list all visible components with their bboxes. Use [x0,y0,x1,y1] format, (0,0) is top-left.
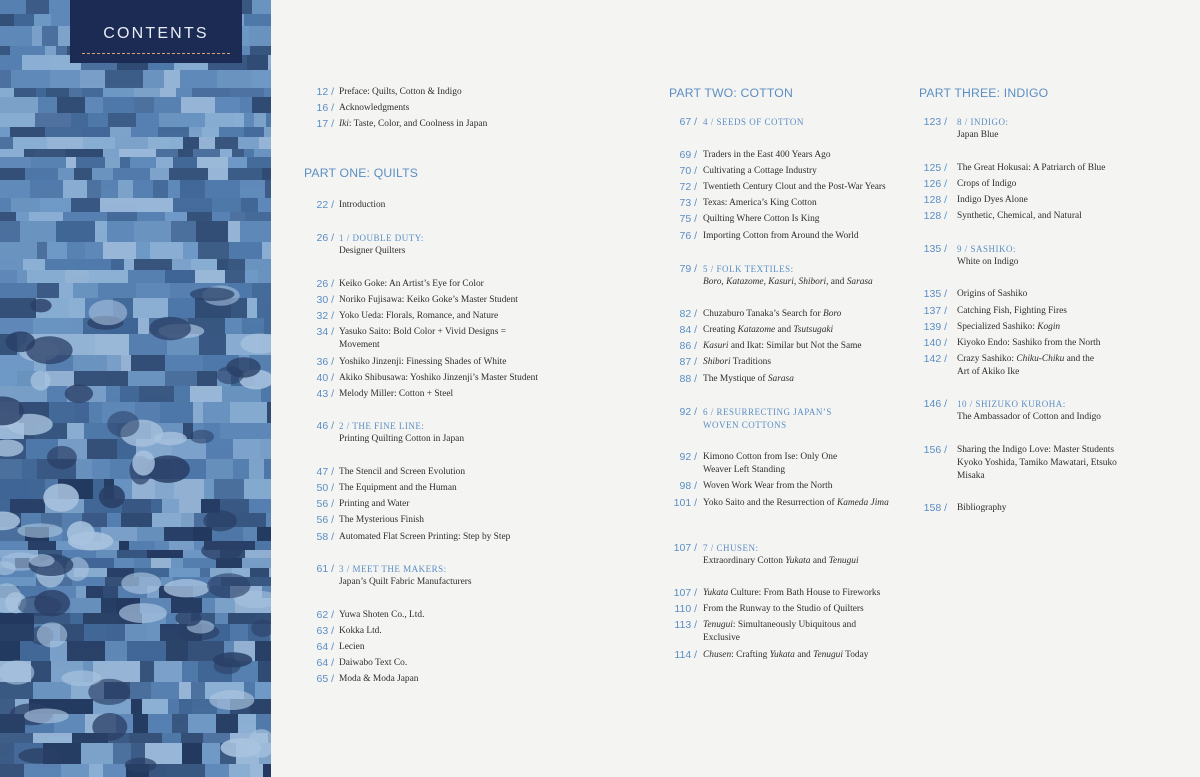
page-number: 139 / [923,321,947,333]
toc-entry [304,466,465,479]
page-number: 101 / [673,497,697,509]
chapter-title [339,420,464,446]
toc-entry [669,451,837,477]
toc-chapter-entry [919,116,1009,142]
entry-title: Origins of Sashiko [957,289,1028,299]
page-number: 22 / [316,199,334,211]
entry-title: The Great Hokusai: A Patriarch of Blue [957,163,1106,173]
entry-title: Chuzaburo Tanaka’s Search for Boro [703,309,842,319]
toc-entry [669,340,862,353]
entry-title: Bibliography [957,503,1007,513]
toc-chapter-entry [304,420,464,446]
toc-entry [669,373,794,386]
toc-entry [304,514,424,527]
entry-title: Kasuri and Ikat: Similar but Not the Same [703,341,862,351]
toc-chapter-entry [304,232,424,258]
page-number: 158 / [923,502,947,514]
toc-entry [304,326,506,352]
entry-title: Traders in the East 400 Years Ago [703,150,831,160]
entry-title: From the Runway to the Studio of Quilters [703,604,864,614]
toc-entry [919,288,1027,301]
chapter-subtitle: Japan’s Quilt Fabric Manufacturers [339,577,472,587]
toc-entry [304,278,484,291]
chapter-title [957,243,1018,269]
quilt-background-image [0,0,271,777]
entry-title: Quilting Where Cotton Is King [703,214,820,224]
toc-entry [919,305,1067,318]
entry-title: Yukata Culture: From Bath House to Fireworks [703,588,881,598]
toc-column-3 [919,0,1169,777]
page-number: 73 / [679,197,697,209]
chapter-subtitle: White on Indigo [957,257,1019,267]
part-heading-quilts: PART ONE: QUILTS [304,166,419,180]
chapter-label: 8 / INDIGO: [957,117,1009,127]
toc-entry [669,619,856,645]
page-number: 65 / [316,673,334,685]
page-number: 58 / [316,531,334,543]
toc-chapter-entry [669,116,804,129]
toc-entry [669,587,880,600]
chapter-subtitle: The Ambassador of Cotton and Indigo [957,412,1101,422]
page-number: 126 / [923,178,947,190]
entry-title: Kokka Ltd. [339,626,382,636]
entry-title: Introduction [339,200,386,210]
entry-title: Keiko Goke: An Artist’s Eye for Color [339,279,484,289]
chapter-title [703,263,873,289]
page-number: 64 / [316,657,334,669]
toc-entry [304,199,385,212]
page-number: 128 / [923,194,947,206]
entry-title: Kimono Cotton from Ise: Only One Weaver Left Standing [703,452,838,475]
toc-entry [304,294,518,307]
page-number: 56 / [316,498,334,510]
page-number: 34 / [316,326,334,338]
page-number: 67 / [679,116,697,128]
page-number: 30 / [316,294,334,306]
toc-page [271,0,1200,777]
page-number: 86 / [679,340,697,352]
page-number: 32 / [316,310,334,322]
chapter-label: 9 / SASHIKO: [957,244,1017,254]
toc-entry [919,194,1028,207]
page-number: 142 / [923,353,947,365]
chapter-label: 6 / RESURRECTING JAPAN’S WOVEN COTTONS [703,407,832,430]
page-number: 64 / [316,641,334,653]
entry-title: Shibori Traditions [703,357,771,367]
page-number: 26 / [316,278,334,290]
entry-title: The Mystique of Sarasa [703,374,794,384]
toc-entry [304,531,510,544]
page-number: 62 / [316,609,334,621]
toc-entry [669,230,859,243]
page-number: 16 / [316,102,334,114]
entry-title: Yoko Saito and the Resurrection of Kameda Jima [703,498,889,508]
page-number: 56 / [316,514,334,526]
chapter-subtitle: Printing Quilting Cotton in Japan [339,434,465,444]
toc-entry [919,178,1016,191]
page-number: 70 / [679,165,697,177]
toc-entry [919,321,1060,334]
entry-title: Texas: America’s King Cotton [703,198,817,208]
entry-title: Noriko Fujisawa: Keiko Goke’s Master Student [339,295,518,305]
toc-entry [669,649,868,662]
toc-chapter-entry [669,542,859,568]
page-number: 125 / [923,162,947,174]
page-number: 107 / [673,587,697,599]
chapter-label: 7 / CHUSEN: [703,543,759,553]
page-number: 50 / [316,482,334,494]
page-number: 137 / [923,305,947,317]
entry-title: Yoshiko Jinzenji: Finessing Shades of White [339,357,507,367]
entry-title: Preface: Quilts, Cotton & Indigo [339,87,462,97]
toc-entry [669,497,889,510]
entry-title: Iki: Taste, Color, and Coolness in Japan [339,119,488,129]
chapter-label: 1 / DOUBLE DUTY: [339,233,424,243]
entry-title: Daiwabo Text Co. [339,658,408,668]
toc-entry [304,356,506,369]
page-number: 113 / [674,619,697,631]
toc-column-1 [304,0,664,777]
page-number: 61 / [316,563,334,575]
entry-title: Twentieth Century Clout and the Post-War Years [703,182,886,192]
entry-title: Melody Miller: Cotton + Steel [339,389,454,399]
chapter-title [957,398,1101,424]
page-number: 135 / [923,288,947,300]
page-number: 26 / [316,232,334,244]
entry-title: Chusen: Crafting Yukata and Tenugui Today [703,650,869,660]
toc-entry [669,356,771,369]
toc-entry [304,86,462,99]
entry-title: Indigo Dyes Alone [957,195,1028,205]
toc-entry [919,444,1117,483]
toc-entry [304,673,418,686]
entry-title: Catching Fish, Fighting Fires [957,306,1067,316]
page-number: 92 / [679,451,697,463]
chapter-label: 5 / FOLK TEXTILES: [703,264,794,274]
toc-entry [304,498,409,511]
chapter-subtitle: Japan Blue [957,130,999,140]
entry-title: Crops of Indigo [957,179,1017,189]
entry-title: Crazy Sashiko: Chiku-Chiku and the Art of Akiko Ike [957,354,1094,377]
contents-header [70,0,242,63]
page-number: 79 / [679,263,697,275]
chapter-subtitle: Extraordinary Cotton Yukata and Tenugui [703,556,859,566]
chapter-subtitle: Designer Quilters [339,246,406,256]
entry-title: Yoko Ueda: Florals, Romance, and Nature [339,311,499,321]
chapter-title [703,406,832,432]
chapter-title [703,116,804,129]
toc-entry [304,310,498,323]
entry-title: Yasuko Saito: Bold Color + Vivid Designs = Movement [339,327,506,350]
entry-title: Moda & Moda Japan [339,674,419,684]
page-number: 17 / [316,118,334,130]
toc-chapter-entry [919,243,1018,269]
entry-title: Specialized Sashiko: Kogin [957,322,1061,332]
toc-chapter-entry [669,406,832,432]
page-number: 63 / [316,625,334,637]
page-number: 88 / [679,373,697,385]
entry-title: Tenugui: Simultaneously Ubiquitous and Exclusive [703,620,857,643]
contents-title: CONTENTS [103,25,209,42]
toc-entry [669,603,864,616]
entry-title: The Equipment and the Human [339,483,457,493]
page-number: 46 / [316,420,334,432]
toc-entry [304,625,382,638]
page-number: 43 / [316,388,334,400]
toc-entry [669,181,886,194]
toc-chapter-entry [919,398,1101,424]
toc-entry [304,388,453,401]
toc-entry [919,210,1082,223]
chapter-title [339,563,472,589]
toc-entry [304,372,538,385]
entry-title: Lecien [339,642,365,652]
page-number: 128 / [923,210,947,222]
entry-title: Automated Flat Screen Printing: Step by Step [339,532,511,542]
page-number: 82 / [679,308,697,320]
toc-entry [304,118,487,131]
toc-entry [669,165,817,178]
chapter-label: 4 / SEEDS OF COTTON [703,117,804,127]
entry-title: Woven Work Wear from the North [703,481,833,491]
page-number: 123 / [923,116,947,128]
chapter-label: 2 / THE FINE LINE: [339,421,425,431]
page-number: 36 / [316,356,334,368]
page-number: 12 / [316,86,334,98]
entry-title: The Stencil and Screen Evolution [339,467,466,477]
chapter-label: 10 / SHIZUKO KUROHA: [957,399,1066,409]
page-number: 84 / [679,324,697,336]
toc-entry [919,162,1105,175]
page-number: 40 / [316,372,334,384]
toc-entry [919,337,1100,350]
page-number: 107 / [673,542,697,554]
toc-chapter-entry [669,263,873,289]
page-number: 156 / [923,444,947,456]
toc-entry [304,609,424,622]
page-number: 146 / [923,398,947,410]
part-heading-cotton: PART TWO: COTTON [669,86,793,100]
chapter-title [957,116,1009,142]
entry-title: Printing and Water [339,499,410,509]
page-number: 75 / [679,213,697,225]
page-number: 140 / [923,337,947,349]
entry-title: Sharing the Indigo Love: Master Students Kyoko Yoshida, Tamiko Mawatari, Etsuko Misaka [957,445,1117,481]
toc-chapter-entry [304,563,472,589]
chapter-title [339,232,424,258]
entry-title: The Mysterious Finish [339,515,424,525]
entry-title: Yuwa Shoten Co., Ltd. [339,610,425,620]
chapter-label: 3 / MEET THE MAKERS: [339,564,447,574]
page-number: 76 / [679,230,697,242]
header-rule [82,53,230,54]
entry-title: Akiko Shibusawa: Yoshiko Jinzenji’s Master Student [339,373,538,383]
page-number: 135 / [923,243,947,255]
entry-title: Synthetic, Chemical, and Natural [957,211,1082,221]
toc-entry [304,657,407,670]
toc-entry [304,482,457,495]
page-number: 47 / [316,466,334,478]
page-number: 114 / [674,649,697,661]
toc-entry [669,324,833,337]
toc-entry [669,308,841,321]
entry-title: Kiyoko Endo: Sashiko from the North [957,338,1101,348]
entry-title: Cultivating a Cottage Industry [703,166,817,176]
page-number: 69 / [679,149,697,161]
page-number: 110 / [674,603,697,615]
page-number: 72 / [679,181,697,193]
toc-entry [304,641,365,654]
part-heading-indigo: PART THREE: INDIGO [919,86,1049,100]
entry-title: Creating Katazome and Tsutsugaki [703,325,834,335]
entry-title: Acknowledgments [339,103,410,113]
toc-entry [669,197,817,210]
toc-entry [669,480,832,493]
toc-entry [669,213,819,226]
toc-entry [919,353,1094,379]
page-number: 92 / [679,406,697,418]
page-number: 87 / [679,356,697,368]
page-number: 98 / [679,480,697,492]
toc-entry [669,149,831,162]
toc-entry [304,102,409,115]
toc-entry [919,502,1006,515]
chapter-title [703,542,859,568]
entry-title: Importing Cotton from Around the World [703,231,859,241]
chapter-subtitle: Boro, Katazome, Kasuri, Shibori, and Sarasa [703,277,873,287]
